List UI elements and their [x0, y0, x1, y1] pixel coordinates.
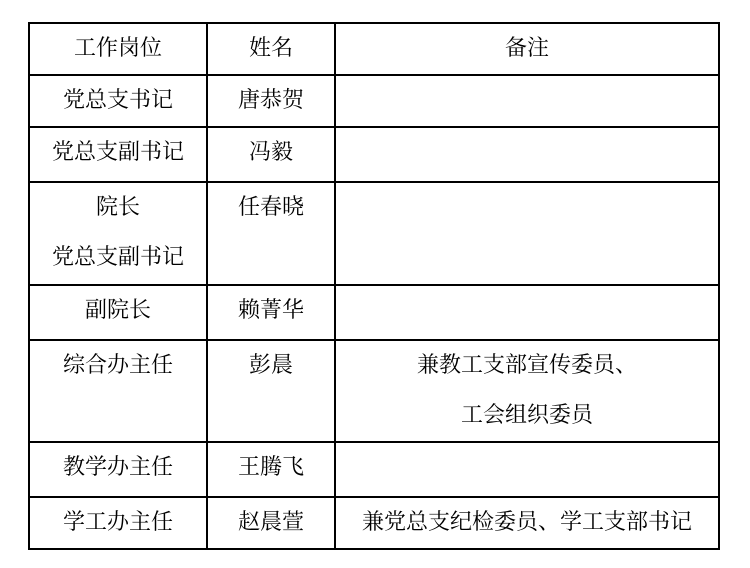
cell-remark — [335, 285, 719, 340]
position-text: 教学办主任 — [62, 455, 173, 480]
cell-name — [207, 182, 335, 285]
cell-position — [29, 340, 207, 442]
cell-remark — [335, 340, 719, 442]
cell-remark — [335, 182, 719, 285]
header-row — [29, 23, 719, 75]
cell-position — [29, 285, 207, 340]
position-text: 副院长 — [84, 298, 151, 323]
position-text: 学工办主任 — [62, 510, 173, 535]
cell-remark — [335, 442, 719, 497]
cell-name — [207, 497, 335, 549]
remark-text: 工会组织委员 — [460, 403, 593, 428]
cell-name — [207, 442, 335, 497]
staff-table — [28, 22, 720, 550]
name-text: 王腾飞 — [237, 455, 304, 480]
header-name — [207, 23, 335, 75]
remark-text: 兼党总支纪检委员、学工支部书记 — [361, 510, 692, 535]
table-row — [29, 182, 719, 285]
position-text: 党总支副书记 — [51, 245, 184, 270]
header-name-label: 姓名 — [248, 36, 293, 61]
name-text: 赵晨萱 — [237, 510, 304, 535]
header-remark — [335, 23, 719, 75]
table-row — [29, 497, 719, 549]
cell-position — [29, 127, 207, 182]
cell-name — [207, 127, 335, 182]
position-text: 院长 — [95, 195, 140, 220]
cell-position — [29, 442, 207, 497]
header-position-label: 工作岗位 — [73, 36, 162, 61]
cell-remark — [335, 497, 719, 549]
header-remark-label: 备注 — [504, 36, 549, 61]
table-row — [29, 340, 719, 442]
header-position — [29, 23, 207, 75]
cell-position — [29, 497, 207, 549]
name-text: 唐恭贺 — [237, 88, 304, 113]
name-text: 赖菁华 — [237, 298, 304, 323]
cell-remark — [335, 127, 719, 182]
cell-name — [207, 75, 335, 127]
cell-name — [207, 285, 335, 340]
table-row — [29, 442, 719, 497]
table-row — [29, 285, 719, 340]
table-row — [29, 75, 719, 127]
name-text: 任春晓 — [237, 195, 304, 220]
position-text: 综合办主任 — [62, 353, 173, 378]
cell-position — [29, 75, 207, 127]
table-row — [29, 127, 719, 182]
name-text: 冯毅 — [248, 140, 293, 165]
staff-table-body — [29, 23, 719, 549]
cell-position — [29, 182, 207, 285]
name-text: 彭晨 — [248, 353, 293, 378]
position-text: 党总支副书记 — [51, 140, 184, 165]
position-text: 党总支书记 — [62, 88, 173, 113]
remark-text: 兼教工支部宣传委员、 — [416, 353, 637, 378]
cell-remark — [335, 75, 719, 127]
cell-name — [207, 340, 335, 442]
